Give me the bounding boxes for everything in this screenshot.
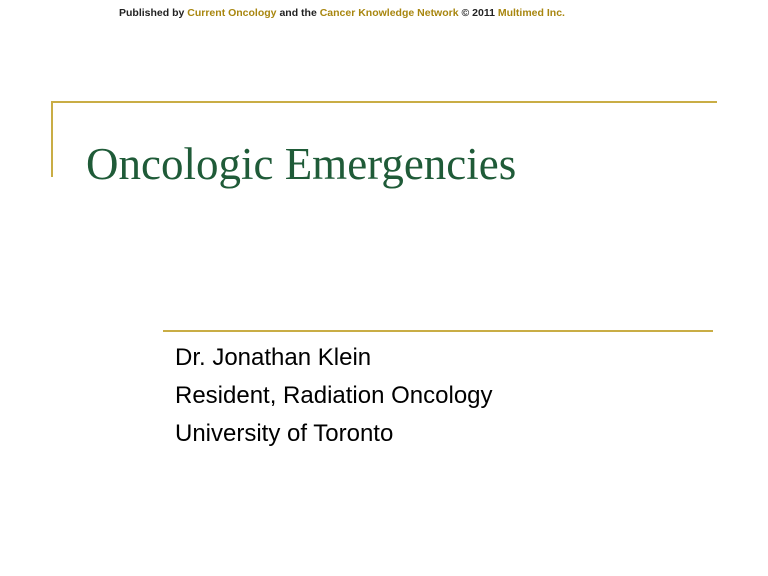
presenter-institution: University of Toronto bbox=[175, 420, 394, 447]
left-divider bbox=[51, 101, 53, 177]
publication-credit bbox=[119, 7, 565, 19]
credit-journal-link[interactable]: Current Oncology bbox=[187, 7, 277, 19]
credit-copyright: © 2011 bbox=[458, 7, 498, 19]
presenter-role: Resident, Radiation Oncology bbox=[175, 382, 493, 409]
top-divider bbox=[51, 101, 717, 103]
credit-published-by: Published by bbox=[119, 7, 188, 19]
credit-publisher-link[interactable]: Multimed Inc. bbox=[497, 7, 565, 19]
credit-network-link[interactable]: Cancer Knowledge Network bbox=[319, 7, 459, 19]
slide-title: Oncologic Emergencies bbox=[86, 139, 517, 189]
presenter-info bbox=[175, 339, 493, 453]
credit-and-the: and the bbox=[276, 7, 320, 19]
presenter-name: Dr. Jonathan Klein bbox=[175, 344, 372, 371]
subtitle-divider bbox=[163, 330, 713, 332]
